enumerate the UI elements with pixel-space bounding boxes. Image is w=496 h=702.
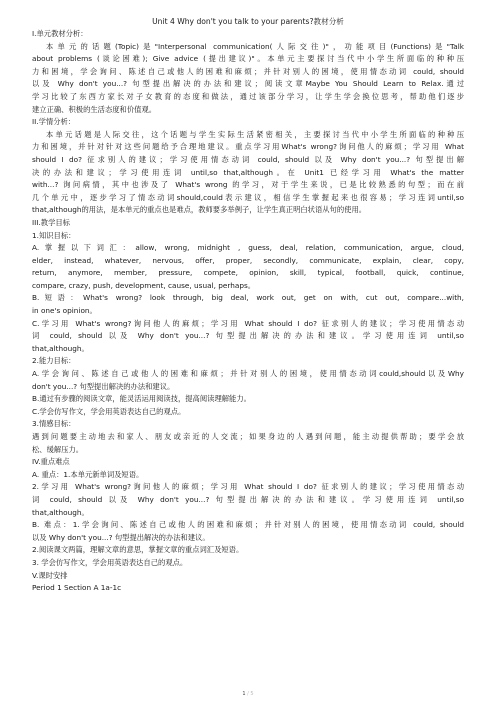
text-line: 学习比较了东西方家长对子女教育的态度和做法，通过该部分学习，让学生学会换位思考，帮助他们逐步 — [32, 91, 464, 101]
text-line: that,although的用法，是本单元的重点也是难点，教师要多举例子，让学生真正明白状语从句的使用。 — [32, 205, 367, 215]
text-line: 2.阅读课文两篇，理解文章的意思，掌握文章的重点词汇及短语。 — [32, 545, 244, 555]
text-line: 决的办法和建议；学习使用连词 until,so that,although。在 Unit1 已经学习用 What's the matter — [32, 167, 464, 177]
text-line: in one's opinion。 — [32, 306, 97, 316]
text-line: A.掌握以下词汇：allow, wrong, midnight , guess, deal, relation, communication, argue, cloud, — [32, 243, 464, 253]
text-line: elder, instead, whatever, nervous, offer, proper, secondly, communicate, explain, clear, copy, — [32, 255, 464, 265]
text-line: about problems (谈论困难); Give advice (提出建议)"。本单元主要探讨当代中小学生所面临的种种压 — [32, 54, 464, 64]
text-line: 本单元话题是人际交往，这个话题与学生实际生活紧密相关，主要探讨当代中小学生所面临的种种压 — [46, 129, 464, 139]
text-line: 遇到问题要主动地去和家人、朋友或亲近的人交流；如果身边的人遇到问题，能主动提供帮助；要学会放 — [32, 432, 464, 441]
text-line: 以及 Why don't you...? 句型提出解决的办法和建议；阅读文章Maybe You Should Learn to Relax.通过 — [32, 79, 464, 89]
text-line: C.学习用 What's wrong?询问他人的麻烦；学习用 What should I do? 征求别人的建议；学习使用情态动 — [32, 318, 464, 328]
document-body — [32, 28, 464, 595]
text-line: IV.重点难点 — [32, 457, 70, 467]
text-line: 1.知识目标： — [32, 230, 76, 240]
text-line: 建立正确、积极的生活态度和价值观。 — [32, 104, 157, 114]
text-line: 几个单元中，逐步学习了情态动词should,could表示建议，相信学生掌握起来也很容易；学习连词until,so — [32, 192, 464, 202]
text-line: II.学情分析： — [32, 117, 76, 127]
text-line: return, anymore, member, pressure, compete, opinion, skill, typical, football, quick, continue, — [32, 268, 464, 278]
text-line: 2.学习用 What's wrong?询问他人的麻烦；学习用 What should I do? 征求别人的建议；学习使用情态动 — [32, 482, 464, 492]
page-footer — [0, 690, 496, 698]
text-line: 3.情感目标： — [32, 419, 76, 429]
text-line: don't you...? 句型提出解决的办法和建议。 — [32, 381, 175, 391]
text-line: A.学会询问、陈述自己或他人的困难和麻烦；并针对别人的困境，使用情态动词could,should以及Why — [32, 369, 464, 379]
page-number: 1 — [242, 691, 246, 697]
text-line: C.学会仿写作文，学会用英语表达自己的观点。 — [32, 406, 186, 416]
document-title: Unit 4 Why don't you talk to your parents?教材分析 — [152, 17, 344, 26]
text-line: 2.能力目标： — [32, 356, 76, 366]
text-line: that,although。 — [32, 507, 89, 517]
text-line: B.短语：What's wrong? look through, big deal, work out, get on with, cut out, compare...with, — [32, 293, 464, 303]
text-line: 词 could, should 以及 Why don't you...? 句型提出解决的办法和建议。学习使用连词 until,so — [32, 494, 464, 504]
text-line: 本单元的话题(Topic)是"Interpersonal communication(人际交往)"，功能项目(Functions)是"Talk — [46, 41, 464, 51]
text-line: compare, crazy, push, development, cause, usual, perhaps。 — [32, 280, 256, 290]
text-line: B.通过有步骤的阅读文章，能灵活运用阅读技，提高阅读理解能力。 — [32, 394, 251, 404]
text-line: 力和困境，并针对针对这些问题给予合理地建议。重点学习用What's wrong?询问他人的麻烦；学习用 What — [32, 142, 464, 152]
text-line: 力和困境，学会询问、陈述自己或他人的困难和麻烦；并针对别人的困境，使用情态动词 could, should — [32, 66, 464, 76]
text-line: Period 1 Section A 1a-1c — [32, 583, 122, 593]
text-line: 松、缓解压力。 — [32, 444, 84, 454]
text-line: should I do? 征求别人的建议；学习使用情态动词 could, should 以及 Why don't you...? 句型提出解 — [32, 154, 464, 164]
text-line: 3. 学会仿写作文，学会用英语表达自己的观点。 — [32, 557, 188, 567]
text-line: V.课时安排 — [32, 570, 68, 580]
text-line: III.教学目标 — [32, 217, 70, 227]
page-total: / 5 — [247, 691, 254, 697]
text-line: A. 重点：1.本单元新单词及短语。 — [32, 469, 144, 479]
text-line: 以及 Why don't you...? 句型提出解决的办法和建议。 — [32, 532, 210, 542]
text-line: I.单元教材分析： — [32, 29, 88, 38]
text-line: B. 难点：1.学会询问、陈述自己或他人的困难和麻烦；并针对别人的困境，使用情态动词 could, should — [32, 520, 464, 530]
text-line: that,although。 — [32, 343, 89, 353]
text-line: 词 could, should 以及 Why don't you...? 句型提出解决的办法和建议。学习使用连词 until,so — [32, 331, 464, 341]
text-line: with...? 询问病情，其中也涉及了 What's wrong 的学习，对于学生来说，已是比较熟悉的句型；而在前 — [32, 180, 464, 190]
